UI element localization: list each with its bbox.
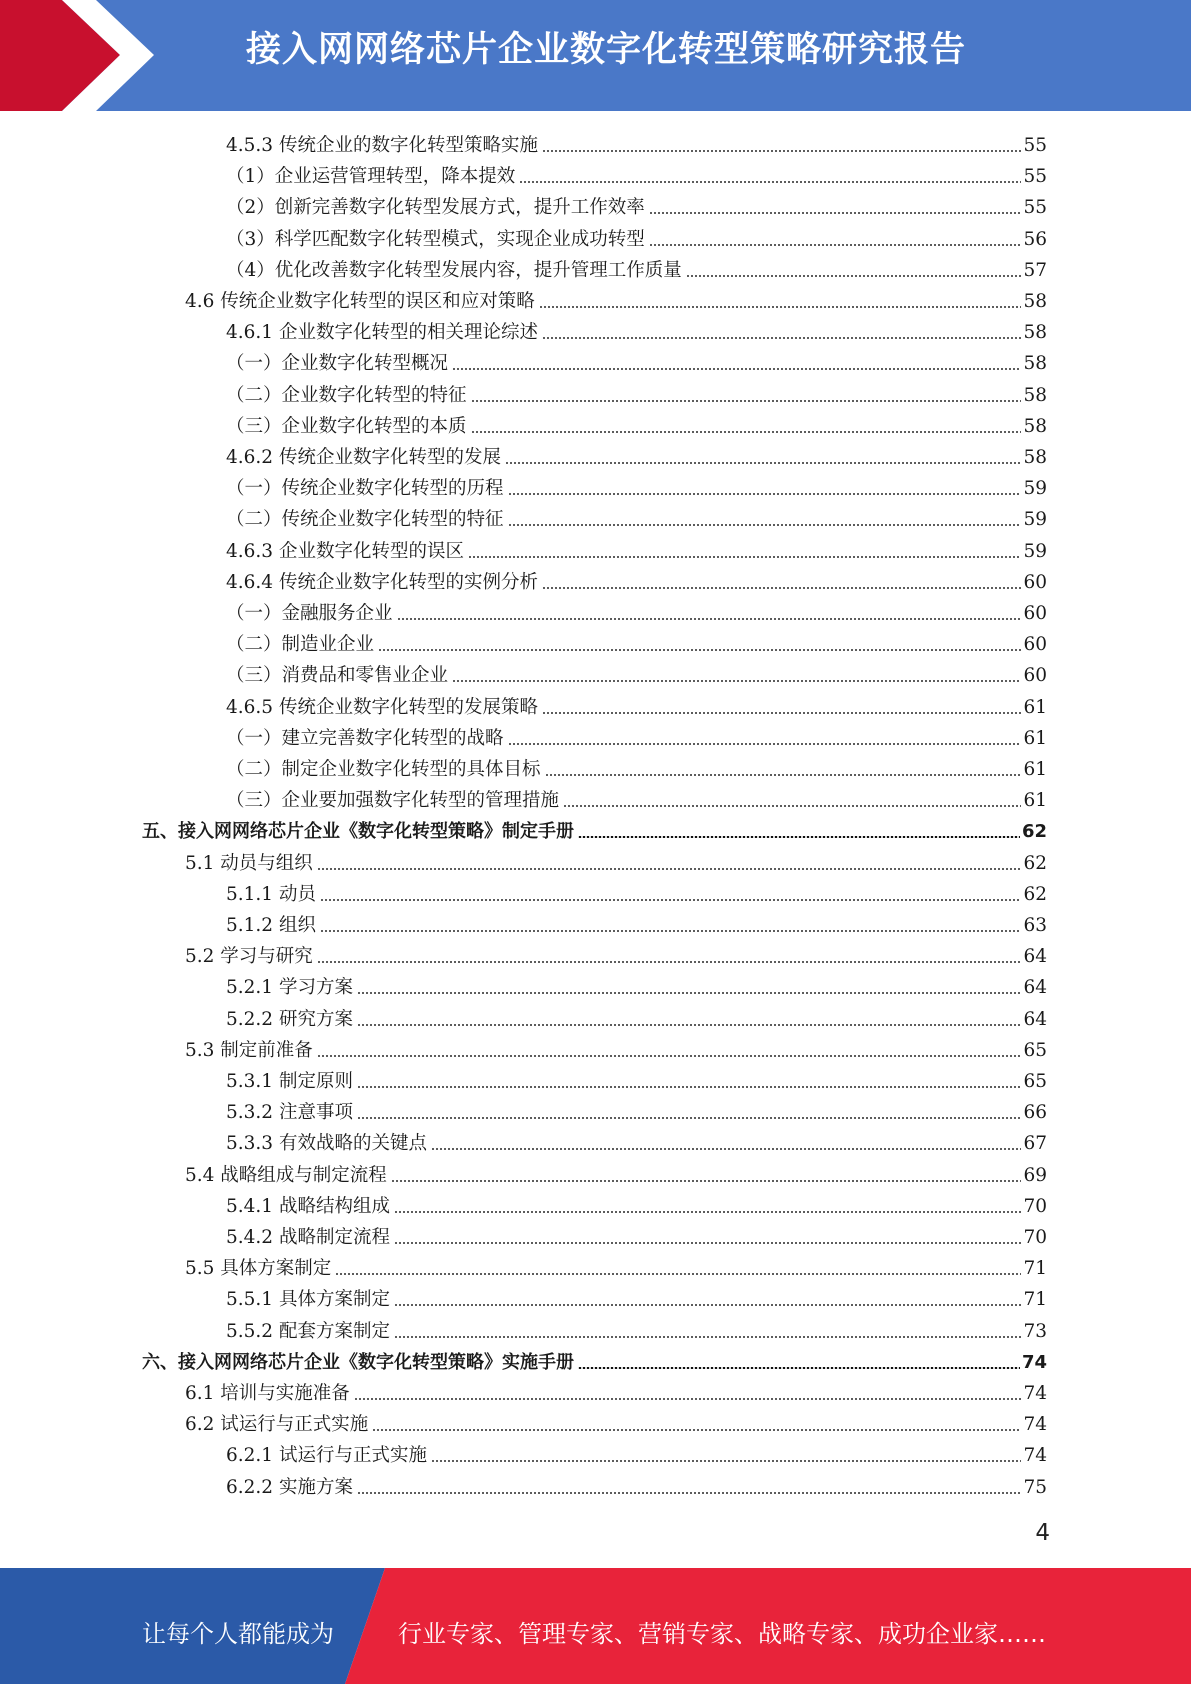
toc-entry-page: 74 (1023, 1445, 1047, 1466)
toc-entry-label: （一）建立完善数字化转型的战略 (226, 728, 504, 749)
toc-entry-page: 62 (1023, 884, 1047, 905)
toc-entry-page: 58 (1023, 353, 1047, 374)
toc-entry[interactable] (185, 1375, 1047, 1406)
toc-entry-label: （1）企业运营管理转型，降本提效 (226, 166, 516, 187)
toc-leader-dots (508, 524, 1022, 526)
toc-leader-dots (320, 899, 1022, 901)
toc-chapter-entry[interactable] (142, 1344, 1047, 1375)
toc-entry-label: 5.5.1 具体方案制定 (226, 1289, 390, 1310)
toc-entry-page: 55 (1023, 166, 1047, 187)
toc-entry[interactable] (226, 595, 1047, 626)
toc-entry[interactable] (226, 470, 1047, 501)
toc-entry-page: 63 (1023, 915, 1047, 936)
toc-entry-page: 69 (1023, 1165, 1047, 1186)
toc-leader-dots (452, 680, 1021, 682)
toc-entry-label: （4）优化改善数字化转型发展内容，提升管理工作质量 (226, 260, 682, 281)
toc-entry[interactable] (226, 657, 1047, 688)
toc-entry-label: （二）传统企业数字化转型的特征 (226, 509, 504, 530)
toc-entry[interactable] (185, 938, 1047, 969)
toc-entry-label: 5.4.2 战略制定流程 (226, 1227, 390, 1248)
toc-entry-label: 6.1 培训与实施准备 (185, 1383, 350, 1404)
toc-entry[interactable] (226, 533, 1047, 564)
toc-entry-label: （2）创新完善数字化转型发展方式，提升工作效率 (226, 197, 645, 218)
toc-leader-dots (378, 649, 1021, 651)
toc-entry-page: 65 (1023, 1040, 1047, 1061)
toc-entry[interactable] (226, 439, 1047, 470)
toc-entry-page: 58 (1023, 322, 1047, 343)
toc-entry-page: 59 (1023, 509, 1047, 530)
toc-entry[interactable] (226, 626, 1047, 657)
toc-entry-label: 4.6.1 企业数字化转型的相关理论综述 (226, 322, 538, 343)
toc-leader-dots (357, 1024, 1022, 1026)
toc-leader-dots (542, 337, 1021, 339)
toc-entry-label: 6.2.2 实施方案 (226, 1477, 353, 1498)
toc-entry-page: 58 (1023, 416, 1047, 437)
toc-leader-dots (563, 805, 1021, 807)
toc-entry-label: （三）企业要加强数字化转型的管理措施 (226, 790, 560, 811)
toc-leader-dots (542, 150, 1021, 152)
toc-entry[interactable] (226, 1469, 1047, 1500)
footer-slogan-right: 行业专家、管理专家、营销专家、战略专家、成功企业家…… (398, 1620, 1046, 1648)
toc-leader-dots (431, 1460, 1021, 1462)
toc-entry-page: 71 (1023, 1289, 1047, 1310)
toc-leader-dots (578, 1367, 1020, 1369)
toc-entry-page: 71 (1023, 1258, 1047, 1279)
toc-leader-dots (471, 400, 1022, 402)
toc-leader-dots (391, 1180, 1022, 1182)
toc-entry-label: （三）消费品和零售业企业 (226, 665, 449, 686)
toc-entry[interactable] (226, 1125, 1047, 1156)
toc-entry-page: 62 (1021, 821, 1047, 842)
toc-leader-dots (394, 1242, 1021, 1244)
toc-entry-label: （3）科学匹配数字化转型模式，实现企业成功转型 (226, 229, 645, 250)
toc-entry-label: （三）企业数字化转型的本质 (226, 416, 467, 437)
toc-entry-label: （二）制造业企业 (226, 634, 375, 655)
toc-leader-dots (508, 493, 1022, 495)
toc-entry-label: 6.2 试运行与正式实施 (185, 1414, 369, 1435)
toc-entry-page: 58 (1023, 291, 1047, 312)
toc-entry-page: 74 (1023, 1383, 1047, 1404)
page-header (0, 0, 1191, 111)
toc-leader-dots (468, 556, 1021, 558)
toc-leader-dots (357, 1492, 1022, 1494)
toc-leader-dots (542, 587, 1021, 589)
toc-entry-page: 74 (1021, 1352, 1047, 1373)
toc-leader-dots (452, 368, 1021, 370)
toc-entry-page: 70 (1023, 1196, 1047, 1217)
toc-entry-page: 67 (1023, 1133, 1047, 1154)
toc-entry[interactable] (185, 1406, 1047, 1437)
toc-entry-label: 4.5.3 传统企业的数字化转型策略实施 (226, 135, 538, 156)
toc-entry-page: 65 (1023, 1071, 1047, 1092)
toc-entry[interactable] (226, 189, 1047, 220)
toc-entry-label: （二）制定企业数字化转型的具体目标 (226, 759, 541, 780)
toc-entry-page: 55 (1023, 197, 1047, 218)
toc-entry[interactable] (226, 907, 1047, 938)
toc-entry[interactable] (226, 408, 1047, 439)
toc-leader-dots (394, 1304, 1021, 1306)
toc-entry-page: 60 (1023, 603, 1047, 624)
toc-entry-label: 5.1.1 动员 (226, 884, 316, 905)
toc-leader-dots (431, 1148, 1021, 1150)
toc-entry[interactable] (226, 377, 1047, 408)
toc-entry[interactable] (226, 689, 1047, 720)
toc-entry[interactable] (226, 1063, 1047, 1094)
report-title: 接入网网络芯片企业数字化转型策略研究报告 (246, 30, 967, 70)
toc-entry[interactable] (226, 501, 1047, 532)
toc-entry-page: 66 (1023, 1102, 1047, 1123)
toc-entry[interactable] (226, 345, 1047, 376)
toc-entry-label: 六、接入网网络芯片企业《数字化转型策略》实施手册 (142, 1352, 574, 1373)
toc-leader-dots (317, 1055, 1022, 1057)
toc-entry-page: 61 (1023, 697, 1047, 718)
toc-leader-dots (471, 431, 1022, 433)
toc-entry[interactable] (185, 1032, 1047, 1063)
toc-leader-dots (578, 836, 1020, 838)
toc-entry-label: 4.6.3 企业数字化转型的误区 (226, 541, 464, 562)
toc-entry-page: 58 (1023, 385, 1047, 406)
toc-entry-label: 5.3 制定前准备 (185, 1040, 313, 1061)
toc-entry[interactable] (226, 1094, 1047, 1125)
toc-entry[interactable] (226, 1313, 1047, 1344)
toc-entry[interactable] (226, 314, 1047, 345)
toc-leader-dots (357, 1117, 1022, 1119)
toc-entry[interactable] (226, 1437, 1047, 1468)
toc-entry[interactable] (185, 283, 1047, 314)
footer-slogan-left: 让每个人都能成为 (142, 1620, 334, 1648)
toc-entry-page: 64 (1023, 977, 1047, 998)
toc-entry-label: 5.1.2 组织 (226, 915, 316, 936)
toc-leader-dots (519, 181, 1021, 183)
toc-entry[interactable] (185, 845, 1047, 876)
toc-leader-dots (354, 1398, 1022, 1400)
toc-leader-dots (505, 462, 1021, 464)
toc-leader-dots (317, 868, 1022, 870)
toc-entry-label: 5.2.2 研究方案 (226, 1009, 353, 1030)
page-number: 4 (1035, 1520, 1050, 1546)
toc-entry[interactable] (226, 158, 1047, 189)
toc-entry-label: 五、接入网网络芯片企业《数字化转型策略》制定手册 (142, 821, 574, 842)
toc-entry[interactable] (226, 252, 1047, 283)
toc-entry-page: 74 (1023, 1414, 1047, 1435)
toc-entry-page: 56 (1023, 229, 1047, 250)
toc-leader-dots (649, 212, 1022, 214)
toc-leader-dots (317, 961, 1022, 963)
toc-entry[interactable] (226, 1281, 1047, 1312)
toc-leader-dots (394, 1336, 1021, 1338)
toc-entry[interactable] (226, 720, 1047, 751)
toc-entry-page: 59 (1023, 541, 1047, 562)
toc-leader-dots (545, 774, 1022, 776)
toc-leader-dots (508, 743, 1022, 745)
toc-leader-dots (686, 275, 1022, 277)
toc-leader-dots (397, 618, 1022, 620)
toc-entry-page: 61 (1023, 728, 1047, 749)
toc-entry-page: 59 (1023, 478, 1047, 499)
toc-entry[interactable] (226, 564, 1047, 595)
toc-entry-label: 4.6 传统企业数字化转型的误区和应对策略 (185, 291, 535, 312)
toc-chapter-entry[interactable] (142, 813, 1047, 844)
toc-entry-label: 5.1 动员与组织 (185, 853, 313, 874)
toc-entry-page: 61 (1023, 790, 1047, 811)
toc-entry-label: 4.6.4 传统企业数字化转型的实例分析 (226, 572, 538, 593)
toc-entry-label: 4.6.2 传统企业数字化转型的发展 (226, 447, 501, 468)
toc-entry-label: 5.3.3 有效战略的关键点 (226, 1133, 427, 1154)
toc-entry-label: 5.3.2 注意事项 (226, 1102, 353, 1123)
toc-leader-dots (649, 244, 1022, 246)
toc-entry-page: 61 (1023, 759, 1047, 780)
toc-entry-page: 60 (1023, 634, 1047, 655)
toc-entry-label: （一）企业数字化转型概况 (226, 353, 449, 374)
toc-entry-label: 6.2.1 试运行与正式实施 (226, 1445, 427, 1466)
toc-leader-dots (320, 930, 1022, 932)
toc-entry-label: （一）传统企业数字化转型的历程 (226, 478, 504, 499)
toc-entry-page: 64 (1023, 946, 1047, 967)
toc-leader-dots (357, 1086, 1022, 1088)
toc-entry[interactable] (226, 969, 1047, 1000)
toc-leader-dots (335, 1273, 1021, 1275)
toc-entry-label: （一）金融服务企业 (226, 603, 393, 624)
page-footer (0, 1568, 1191, 1684)
toc-entry[interactable] (185, 1157, 1047, 1188)
toc-entry-page: 60 (1023, 572, 1047, 593)
toc-leader-dots (394, 1211, 1021, 1213)
toc-leader-dots (372, 1429, 1021, 1431)
toc-entry-label: （二）企业数字化转型的特征 (226, 385, 467, 406)
toc-entry-label: 4.6.5 传统企业数字化转型的发展策略 (226, 697, 538, 718)
toc-entry-label: 5.5 具体方案制定 (185, 1258, 332, 1279)
toc-entry-label: 5.5.2 配套方案制定 (226, 1321, 390, 1342)
toc-entry[interactable] (226, 782, 1047, 813)
toc-entry[interactable] (226, 1188, 1047, 1219)
toc-entry-label: 5.4.1 战略结构组成 (226, 1196, 390, 1217)
toc-leader-dots (542, 712, 1021, 714)
toc-entry-label: 5.2 学习与研究 (185, 946, 313, 967)
toc-entry-label: 5.4 战略组成与制定流程 (185, 1165, 387, 1186)
toc-entry-label: 5.3.1 制定原则 (226, 1071, 353, 1092)
toc-entry[interactable] (226, 751, 1047, 782)
toc-entry-page: 64 (1023, 1009, 1047, 1030)
toc-entry-page: 75 (1023, 1477, 1047, 1498)
toc-entry[interactable] (226, 127, 1047, 158)
toc-entry-page: 58 (1023, 447, 1047, 468)
toc-entry[interactable] (226, 876, 1047, 907)
toc-entry[interactable] (185, 1250, 1047, 1281)
toc-entry[interactable] (226, 1001, 1047, 1032)
toc-entry-page: 73 (1023, 1321, 1047, 1342)
toc-leader-dots (357, 992, 1022, 994)
toc-entry-label: 5.2.1 学习方案 (226, 977, 353, 998)
toc-entry-page: 70 (1023, 1227, 1047, 1248)
toc-entry-page: 62 (1023, 853, 1047, 874)
toc-entry-page: 57 (1023, 260, 1047, 281)
toc-entry-page: 60 (1023, 665, 1047, 686)
toc-entry-page: 55 (1023, 135, 1047, 156)
toc-entry[interactable] (226, 221, 1047, 252)
toc-entry[interactable] (226, 1219, 1047, 1250)
toc-leader-dots (539, 306, 1022, 308)
